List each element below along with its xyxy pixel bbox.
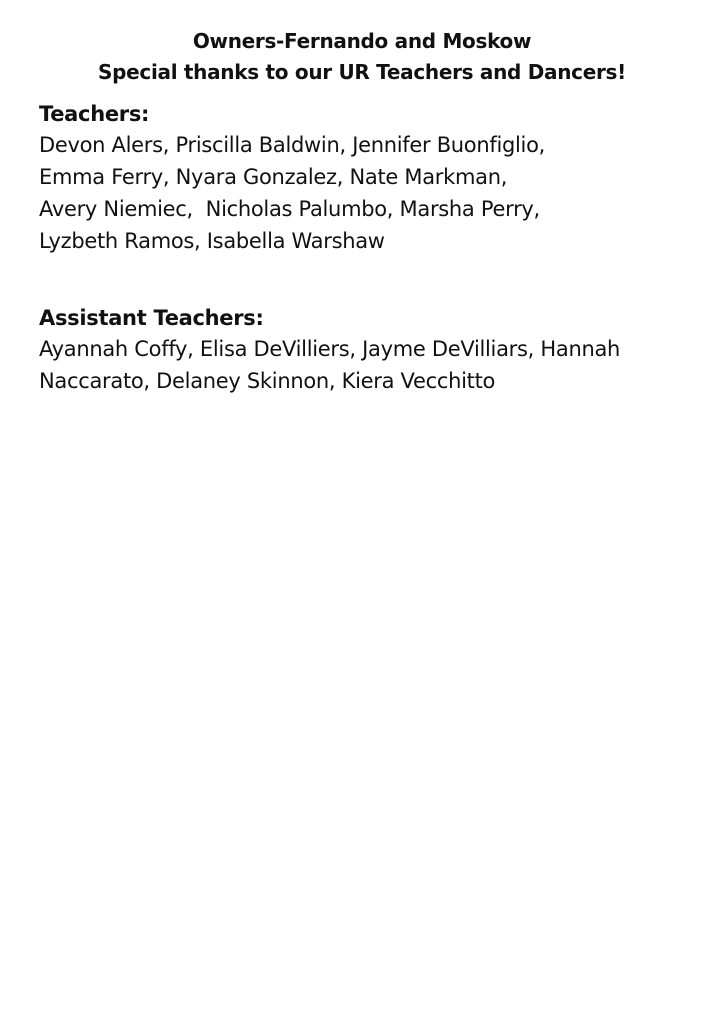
assistant-teachers-names-line: Ayannah Coffy, Elisa DeVilliers, Jayme DeVilliars, Hannah — [39, 337, 621, 361]
owners-title: Owners-Fernando and Moskow — [192, 29, 532, 53]
assistant-teachers-names-line: Naccarato, Delaney Skinnon, Kiera Vecchitto — [39, 369, 496, 393]
teachers-names-line: Devon Alers, Priscilla Baldwin, Jennifer Buonfiglio, — [39, 133, 546, 157]
teachers-names — [39, 129, 689, 257]
assistant-teachers-names — [39, 333, 689, 397]
teachers-section — [39, 99, 689, 257]
assistant-teachers-heading: Assistant Teachers: — [39, 306, 264, 330]
teachers-heading: Teachers: — [39, 102, 150, 126]
assistant-teachers-section — [39, 303, 689, 397]
page-header — [0, 26, 724, 88]
teachers-names-line: Avery Niemiec, Nicholas Palumbo, Marsha Perry, — [39, 197, 540, 221]
teachers-names-line: Lyzbeth Ramos, Isabella Warshaw — [39, 229, 385, 253]
thanks-subtitle: Special thanks to our UR Teachers and Dancers! — [98, 60, 626, 84]
teachers-names-line: Emma Ferry, Nyara Gonzalez, Nate Markman, — [39, 165, 508, 189]
